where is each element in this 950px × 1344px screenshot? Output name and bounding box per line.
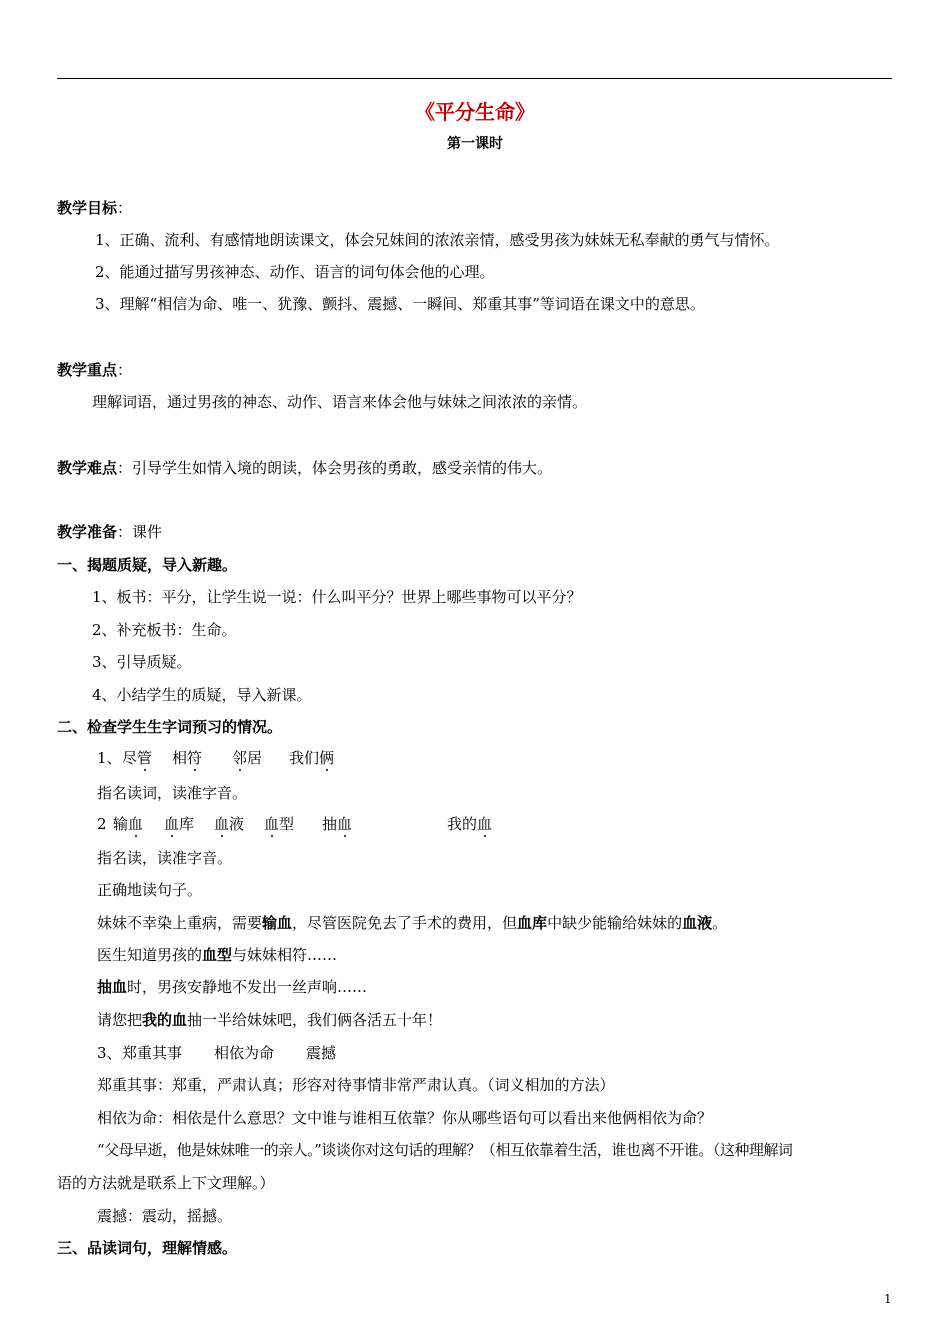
vocab-word: 抽血 xyxy=(322,815,353,833)
vocab-word: 相符 xyxy=(172,749,203,767)
goals-heading: 教学目标 xyxy=(57,199,118,217)
instruction-line: 指名读词，读准字音。 xyxy=(97,784,248,802)
difficulty-text: ：引导学生如情入境的朗读，体会男孩的勇敢，感受亲情的伟大。 xyxy=(117,459,553,477)
difficulty-heading: 教学难点 xyxy=(57,459,118,477)
key-points-text: 理解词语，通过男孩的神态、动作、语言来体会他与妹妹之间浓浓的亲情。 xyxy=(92,393,588,411)
header-rule xyxy=(57,78,892,79)
vocab-word: 尽管 xyxy=(122,749,153,767)
sentence-1: 妹妹不幸染上重病，需要输血，尽管医院免去了手术的费用，但血库中缺少能输给妹妹的血液。 xyxy=(97,914,728,932)
sentence-4: 请您把我的血抽一半给妹妹吧，我们俩各活五十年！ xyxy=(97,1011,443,1029)
goal-item-1: 1、正确、流利、有感情地朗读课文，体会兄妹间的浓浓亲情，感受男孩为妹妹无私奉献的勇气与情怀。 xyxy=(95,231,780,249)
section1-item-3: 3、引导质疑。 xyxy=(92,653,192,671)
vocab-word: 我们俩 xyxy=(289,749,335,767)
key-points-colon: ： xyxy=(117,361,133,379)
vocab-word: 郑重其事 xyxy=(122,1044,183,1062)
preparation-text: ：课件 xyxy=(117,523,163,541)
section1-item-2: 2、补充板书：生命。 xyxy=(92,621,237,639)
vocab-word: 血库 xyxy=(164,815,195,833)
definition-2: 相依为命：相依是什么意思？文中谁与谁相互依靠？你从哪些语句可以看出来他俩相依为命？ xyxy=(97,1109,713,1127)
preparation-heading: 教学准备 xyxy=(57,523,118,541)
definition-3-cont: 语的方法就是联系上下文理解。） xyxy=(57,1174,275,1192)
vocab-word: 血液 xyxy=(214,815,245,833)
instruction-line: 正确地读句子。 xyxy=(97,881,203,899)
definition-1: 郑重其事：郑重，严肃认真；形容对待事情非常严肃认真。（词义相加的方法） xyxy=(97,1076,615,1094)
page-subtitle: 第一课时 xyxy=(447,136,503,152)
definition-4: 震撼：震动，摇撼。 xyxy=(97,1207,233,1225)
vocab-word: 邻居 xyxy=(232,749,263,767)
instruction-line: 指名读，读准字音。 xyxy=(97,849,233,867)
vocab-word: 我的血 xyxy=(447,815,493,833)
sentence-3: 抽血时，男孩安静地不发出一丝声响…… xyxy=(97,978,368,996)
goal-item-2: 2、能通过描写男孩神态、动作、语言的词句体会他的心理。 xyxy=(95,263,495,281)
section1-item-4: 4、小结学生的质疑，导入新课。 xyxy=(92,686,312,704)
vocab-row3-num: 3、 xyxy=(97,1044,122,1062)
key-points-heading-line xyxy=(57,360,132,380)
section3-heading: 三、品读词句，理解情感。 xyxy=(57,1239,238,1257)
vocab-row1-num: 1、 xyxy=(97,749,122,767)
vocab-word: 震撼 xyxy=(306,1044,337,1062)
difficulty-line xyxy=(57,458,552,478)
key-points-heading: 教学重点 xyxy=(57,361,118,379)
definition-3: “父母早逝，他是妹妹唯一的亲人。”谈谈你对这句话的理解？（相互依靠着生活，谁也离不开谁。（这种理解词 xyxy=(97,1141,793,1159)
section1-heading: 一、揭题质疑，导入新趣。 xyxy=(57,556,238,574)
vocab-row2-num: 2 xyxy=(97,815,107,833)
goal-item-3: 3、理解“相信为命、唯一、犹豫、颤抖、震撼、一瞬间、郑重其事”等词语在课文中的意思。 xyxy=(95,295,705,313)
vocab-word: 血型 xyxy=(264,815,295,833)
page-number: 1 xyxy=(884,1292,892,1306)
section2-heading: 二、检查学生生字词预习的情况。 xyxy=(57,718,283,736)
page-title: 《平分生命》 xyxy=(415,100,535,124)
goals-colon: ： xyxy=(117,199,133,217)
sentence-2: 医生知道男孩的血型与妹妹相符…… xyxy=(97,946,338,964)
section1-item-1: 1、板书：平分，让学生说一说：什么叫平分？世界上哪些事物可以平分？ xyxy=(92,588,582,606)
goals-heading-line xyxy=(57,198,132,218)
preparation-line xyxy=(57,522,162,542)
vocab-word: 输血 xyxy=(113,815,144,833)
vocab-word: 相依为命 xyxy=(214,1044,275,1062)
